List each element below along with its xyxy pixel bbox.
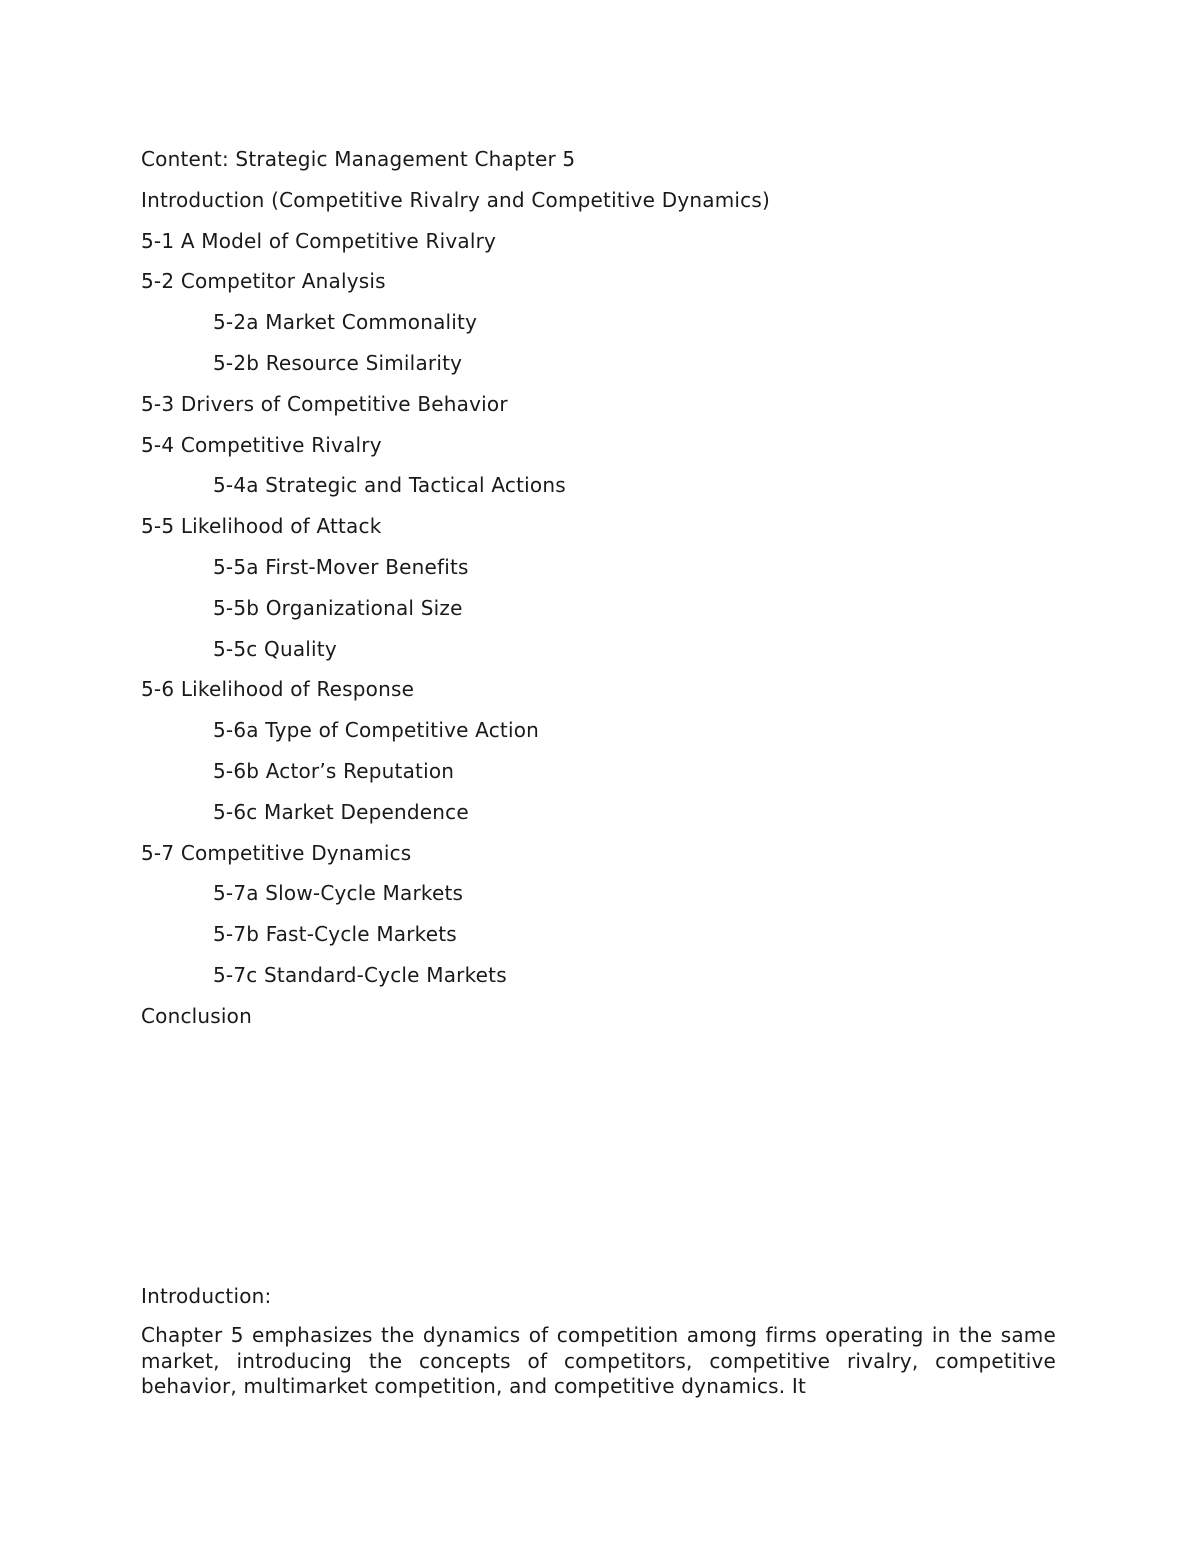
- toc-subsection-line: 5-6b Actor’s Reputation: [213, 758, 455, 783]
- toc-subsection-line: 5-6a Type of Competitive Action: [213, 718, 540, 743]
- toc-section-line: Content: Strategic Management Chapter 5: [141, 147, 576, 171]
- toc-subsection-line: 5-5a First-Mover Benefits: [213, 554, 469, 579]
- toc-subsection-line: 5-7b Fast-Cycle Markets: [213, 922, 457, 947]
- introduction-heading: Introduction:: [141, 1284, 272, 1308]
- toc-subsection-line: 5-6c Market Dependence: [213, 799, 469, 824]
- toc-subsection-line: 5-7a Slow-Cycle Markets: [213, 881, 464, 906]
- toc-section-line: Conclusion: [141, 1003, 252, 1028]
- toc-section-line: 5-7 Competitive Dynamics: [141, 840, 412, 865]
- toc-section-line: 5-4 Competitive Rivalry: [141, 432, 382, 457]
- toc-subsection-line: 5-7c Standard-Cycle Markets: [213, 962, 507, 987]
- toc-subsection-line: 5-4a Strategic and Tactical Actions: [213, 473, 566, 498]
- toc-section-line: 5-1 A Model of Competitive Rivalry: [141, 228, 497, 253]
- toc-subsection-line: 5-5b Organizational Size: [213, 595, 463, 620]
- toc-section-line: 5-6 Likelihood of Response: [141, 677, 415, 702]
- toc-section-line: 5-5 Likelihood of Attack: [141, 514, 382, 539]
- introduction-paragraph: Chapter 5 emphasizes the dynamics of competition among firms operating in the same market, introducing the concepts of competitors, competitive rivalry, competitive behavior, multimarket competition, and competitive dynamics. It: [141, 1323, 1056, 1398]
- toc-section-line: Introduction (Competitive Rivalry and Competitive Dynamics): [141, 187, 770, 212]
- toc-subsection-line: 5-5c Quality: [213, 636, 337, 661]
- toc-subsection-line: 5-2a Market Commonality: [213, 310, 478, 335]
- toc-subsection-line: 5-2b Resource Similarity: [213, 350, 463, 375]
- toc-section-line: 5-2 Competitor Analysis: [141, 269, 386, 294]
- table-of-contents: [141, 139, 1061, 1037]
- toc-section-line: 5-3 Drivers of Competitive Behavior: [141, 391, 508, 416]
